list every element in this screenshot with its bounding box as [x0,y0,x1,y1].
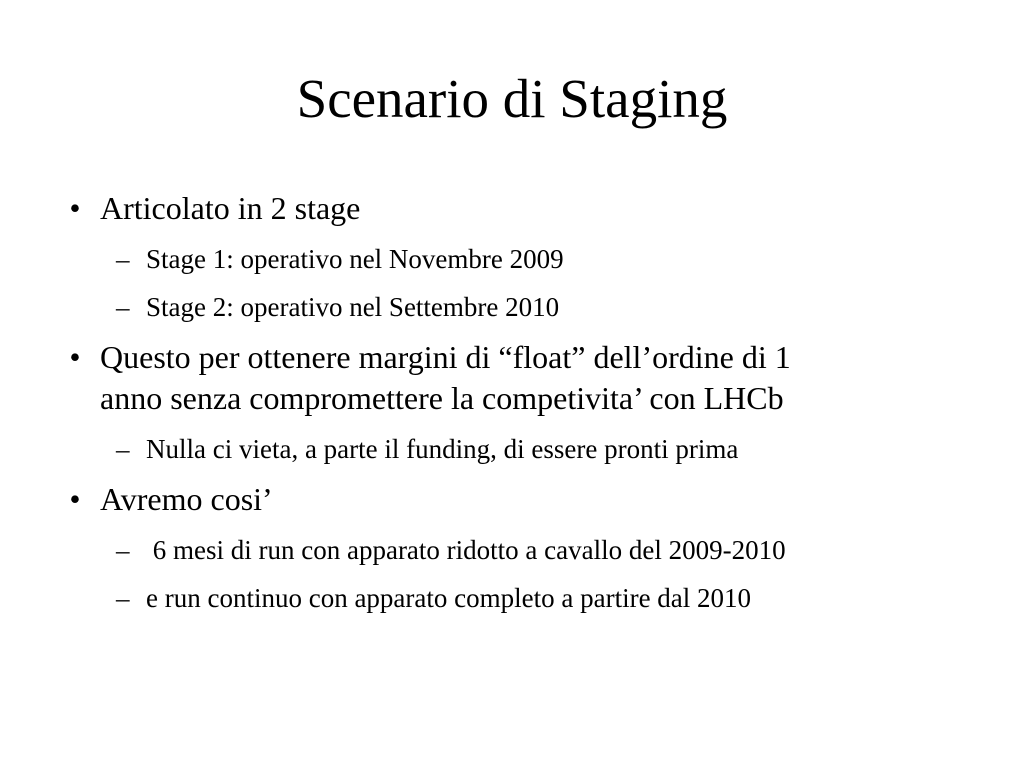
sub-bullet-marker: – [116,583,130,613]
sub-bullet-marker: – [116,535,130,565]
sub-bullet-item [60,432,970,467]
bullet-text: Avremo cosi’ [100,481,273,517]
sub-bullet-marker: – [116,292,130,322]
sub-bullet-text: 6 mesi di run con apparato ridotto a cavallo del 2009-2010 [146,535,786,565]
sub-bullet-item [60,581,970,616]
slide-body [60,188,970,616]
bullet-marker: • [69,481,81,517]
sub-bullet-text: Nulla ci vieta, a parte il funding, di essere pronti prima [146,434,739,464]
bullet-item [60,337,970,419]
sub-bullet-item [60,290,970,325]
bullet-text-line-1: Questo per ottenere margini di “float” dell’ordine di 1 [100,339,791,375]
bullet-item [60,479,970,520]
sub-bullet-text: e run continuo con apparato completo a partire dal 2010 [146,583,752,613]
bullet-item [60,188,970,229]
sub-bullet-item [60,242,970,277]
sub-bullet-text: Stage 1: operativo nel Novembre 2009 [146,244,564,274]
bullet-text: Articolato in 2 stage [100,190,361,226]
sub-bullet-text: Stage 2: operativo nel Settembre 2010 [146,292,560,322]
bullet-marker: • [69,190,81,226]
bullet-text-line-2: anno senza compromettere la competivita’ con LHCb [100,380,784,416]
sub-bullet-marker: – [116,434,130,464]
sub-bullet-marker: – [116,244,130,274]
sub-bullet-item [60,533,970,568]
bullet-marker: • [69,339,81,375]
slide-title: Scenario di Staging [296,68,728,129]
